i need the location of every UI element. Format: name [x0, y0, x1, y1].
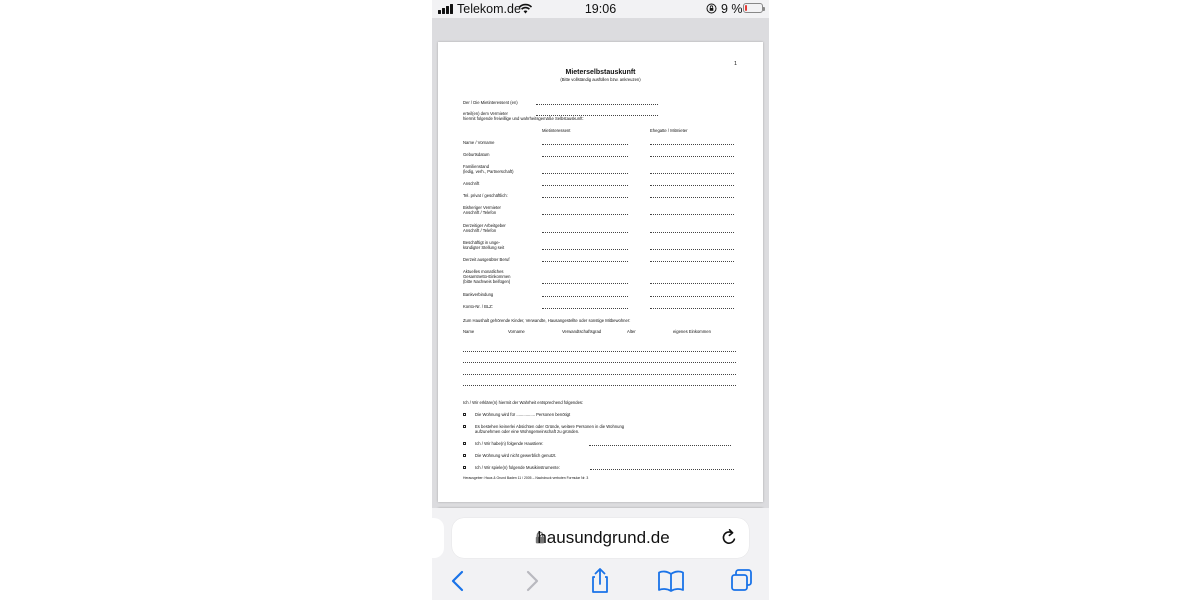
spouse-input-line[interactable]: [650, 156, 734, 157]
field-label: Aktuelles monatliches Gesamtnetto-Einkommen (bitte Nachweis beifügen): [463, 269, 511, 284]
household-line: [463, 362, 736, 363]
household-line: [463, 351, 736, 352]
field-label: Derzeitiger Arbeitgeber Anschrift / Telefon: [463, 223, 506, 233]
share-icon[interactable]: [585, 568, 615, 594]
declaration-input-line[interactable]: [590, 469, 734, 470]
spouse-input-line[interactable]: [650, 197, 734, 198]
battery-level: [745, 5, 747, 11]
address-bar[interactable]: [452, 518, 749, 558]
household-heading: Zum Haushalt gehörende Kinder, Verwandte, Hausangestellte oder sonstige Mitbewohner:: [463, 318, 631, 323]
phone-screen: [432, 0, 769, 600]
page-number: 1: [734, 61, 738, 67]
spouse-input-line[interactable]: [650, 214, 734, 215]
spouse-input-line[interactable]: [650, 296, 734, 297]
tenant-input-line[interactable]: [542, 173, 628, 174]
back-icon[interactable]: [444, 568, 474, 594]
tenant-input-line[interactable]: [542, 214, 628, 215]
field-label: Bisheriger Vermieter Anschrift / Telefon: [463, 205, 501, 215]
column-header-tenant: Mietinteressent: [542, 128, 571, 133]
column-header-spouse: Ehegatte / Mitmieter: [650, 128, 688, 133]
browser-bottom-bar: [432, 508, 769, 600]
clock: 19:06: [584, 2, 617, 16]
spouse-input-line[interactable]: [650, 185, 734, 186]
field-label: Bankverbindung: [463, 292, 494, 297]
spouse-input-line[interactable]: [650, 261, 734, 262]
battery-percentage: 9 %: [721, 2, 743, 16]
statement-text: hiermit folgende freiwillige und wahrheitsgemäße Selbstauskunft:: [463, 116, 584, 121]
declaration-text: Ich / Wir habe(n) folgende Haustiere:: [475, 441, 544, 446]
declaration-text: Ich / Wir spiele(n) folgende Musikinstrumente:: [475, 465, 560, 470]
tenant-input-line[interactable]: [542, 185, 628, 186]
field-label: Tel. privat / geschäftlich:: [463, 193, 508, 198]
document-page: [438, 42, 763, 502]
document-subtitle: (Bitte vollständig ausfüllen bzw. ankreuzen): [560, 77, 641, 82]
document-footer: Herausgeber: Haus & Grund Baden 11 / 2005 – Nachdruck verboten Formular Nr. 3: [463, 476, 589, 480]
tenant-input-line[interactable]: [542, 156, 628, 157]
declaration-checkbox[interactable]: [463, 413, 466, 416]
household-line: [463, 374, 736, 375]
spouse-input-line[interactable]: [650, 173, 734, 174]
spouse-input-line[interactable]: [650, 144, 734, 145]
forward-icon[interactable]: [516, 568, 546, 594]
field-label: Name / Vorname: [463, 140, 495, 145]
declaration-text: Die Wohnung wird nicht gewerblich genutzt.: [475, 453, 557, 458]
tenant-input-line[interactable]: [542, 144, 628, 145]
declaration-text: Es bestehen keinerlei Absichten oder Gründe, weitere Personen in die Wohnung aufzunehmen oder eine Wohngemeinschaft zu gründen.: [475, 424, 625, 434]
declaration-checkbox[interactable]: [463, 454, 466, 457]
field-label: Familienstand (ledig, verh., Partnerschaft): [463, 164, 514, 174]
previous-tab-edge[interactable]: [432, 518, 444, 558]
declaration-input-line[interactable]: [589, 445, 731, 446]
declaration-checkbox[interactable]: [463, 466, 466, 469]
battery-icon: [743, 3, 763, 13]
field-label: Geburtsdatum: [463, 152, 490, 157]
spouse-input-line[interactable]: [650, 232, 734, 233]
tenant-input-line[interactable]: [542, 296, 628, 297]
household-col-firstname: Vorname: [508, 329, 525, 334]
declaration-checkbox[interactable]: [463, 425, 466, 428]
tenant-input-line[interactable]: [542, 283, 628, 284]
spouse-input-line[interactable]: [650, 283, 734, 284]
declaration-text: Die Wohnung wird für ................ Personen benötigt: [475, 412, 571, 417]
declaration-checkbox[interactable]: [463, 442, 466, 445]
tenant-input-line[interactable]: [542, 261, 628, 262]
url-text[interactable]: hausundgrund.de: [537, 528, 670, 547]
spouse-input-line[interactable]: [650, 308, 734, 309]
field-label: Konto-Nr. / BLZ:: [463, 304, 494, 309]
applicant-label: Der / Die Mietinteressent (en): [463, 100, 518, 105]
bookmarks-icon[interactable]: [656, 568, 686, 594]
tenant-input-line[interactable]: [542, 249, 628, 250]
declaration-heading: Ich / Wir erkläre(n) hiermit der Wahrheit entsprechend folgendes:: [463, 400, 584, 405]
spouse-input-line[interactable]: [650, 249, 734, 250]
status-bar: [432, 0, 769, 18]
tenant-input-line[interactable]: [542, 308, 628, 309]
landlord-label: erteil(en) dem Vermieter: [463, 111, 508, 116]
household-col-name: Name: [463, 329, 475, 334]
rotation-lock-icon: [706, 3, 717, 14]
household-col-income: eigenes Einkommen: [673, 329, 711, 334]
tenant-input-line[interactable]: [542, 232, 628, 233]
household-col-relation: Verwandtschaftsgrad: [562, 329, 602, 334]
tenant-input-line[interactable]: [542, 197, 628, 198]
reload-icon[interactable]: [720, 529, 738, 547]
field-label: Beschäftigt in unge- kündigter Stellung seit: [463, 240, 505, 250]
document-title: Mieterselbstauskunft: [565, 69, 636, 76]
carrier-name: Telekom.de: [457, 2, 521, 16]
tabs-icon[interactable]: [727, 568, 757, 594]
household-line: [463, 385, 736, 386]
pdf-viewer[interactable]: [432, 18, 769, 518]
field-label: Derzeit ausgeübter Beruf: [463, 257, 510, 262]
field-label: Anschrift: [463, 181, 480, 186]
household-col-age: Alter: [627, 329, 636, 334]
